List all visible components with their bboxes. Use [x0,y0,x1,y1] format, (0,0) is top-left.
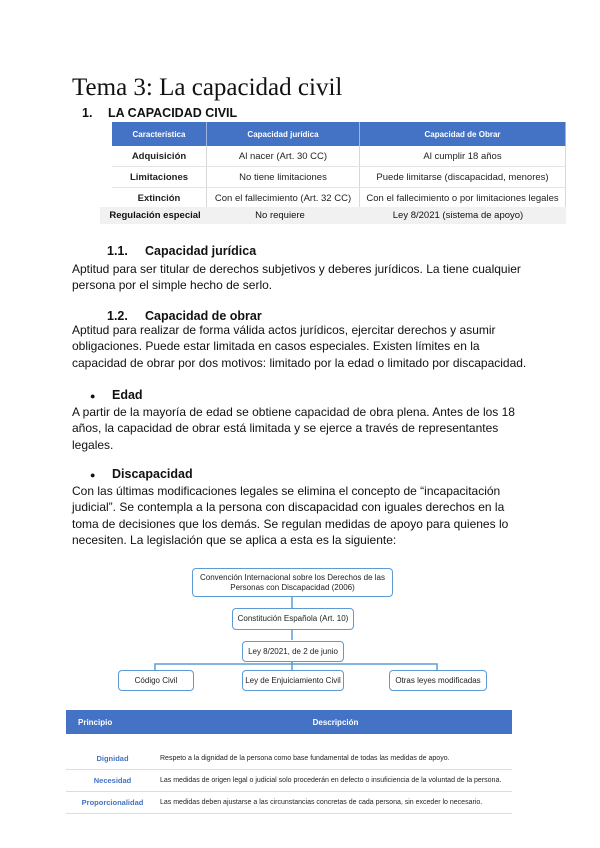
diagram-node-civil-procedure: Ley de Enjuiciamiento Civil [242,670,344,691]
paragraph-edad: A partir de la mayoría de edad se obtiene capacidad de obra plena. Antes de los 18 años, la capacidad de obrar está limitada y se ejerce a través de representantes legales. [72,405,515,452]
bullet-label: Edad [112,388,143,402]
table-header-cell: Descripción [159,710,512,734]
paragraph-capacidad-juridica: Aptitud para ser titular de derechos subjetivos y deberes jurídicos. La tiene cualquier persona por el simple hecho de serlo. [72,262,521,293]
table-cell: Proporcionalidad [66,792,159,814]
bullet-icon: ● [90,470,96,480]
table-cell: Al nacer (Art. 30 CC) [207,146,360,167]
subsection-number: 1.1. [107,244,128,258]
table-header-cell: Capacidad de Obrar [360,122,566,146]
subsection-label: Capacidad jurídica [145,244,257,258]
table-cell: Extinción [112,188,207,209]
table-header-cell: Característica [112,122,207,146]
diagram-node-law: Ley 8/2021, de 2 de junio [242,641,344,662]
bullet-icon: ● [90,391,96,401]
paragraph-capacidad-obrar: Aptitud para realizar de forma válida actos jurídicos, ejercitar derechos y asumir obligaciones. Puede estar limitada en casos especiales. Existen límites en la capacidad de obrar por dos motivos: limitado por la edad o limitado por discapacidad. [72,323,527,370]
table-cell: Dignidad [66,748,159,770]
table-cell: Regulación especial [109,210,201,221]
table-row [66,770,512,792]
table-cell: Ley 8/2021 (sistema de apoyo) [392,210,524,221]
table-cell: Limitaciones [112,167,207,188]
diagram-node-civil-code: Código Civil [118,670,194,691]
page-title: Tema 3: La capacidad civil [72,74,343,101]
table-header-cell: Capacidad jurídica [207,122,360,146]
table-header-row [66,710,512,734]
table-cell: Con el fallecimiento o por limitaciones legales [360,188,566,209]
table-header-cell: Principio [66,710,159,734]
bullet-label: Discapacidad [112,467,193,481]
table-cell: Puede limitarse (discapacidad, menores) [360,167,566,188]
table-cell: Necesidad [66,770,159,792]
table-cell: Las medidas de origen legal o judicial solo procederán en defecto o insuficiencia de la voluntad de la persona. [159,770,512,792]
section-label: LA CAPACIDAD CIVIL [108,106,238,120]
section-number: 1. [82,106,93,120]
paragraph-discapacidad: Con las últimas modificaciones legales se elimina el concepto de “incapacitación judicial”. Se contempla a la persona con discapacidad con iguales derechos en la toma de decisiones que los demás. Se regulan medidas de apoyo para quienes lo necesiten. La legislación que se aplica a esta es la siguiente: [72,484,509,548]
diagram-node-convention: Convención Internacional sobre los Derechos de las Personas con Discapacidad (2006) [192,568,393,597]
table-cell: No tiene limitaciones [207,167,360,188]
table-cell: Respeto a la dignidad de la persona como base fundamental de todas las medidas de apoyo. [159,748,512,770]
table-row [66,748,512,770]
subsection-number: 1.2. [107,309,128,323]
table-cell: Adquisición [112,146,207,167]
table-cell: No requiere [255,210,305,221]
diagram-node-constitution: Constitución Española (Art. 10) [232,608,354,630]
table-cell: Al cumplir 18 años [360,146,566,167]
table-cell: Con el fallecimiento (Art. 32 CC) [207,188,360,209]
principles-table [66,710,512,814]
table-cell: Las medidas deben ajustarse a las circunstancias concretas de cada persona, sin exceder lo necesario. [159,792,512,814]
diagram-node-other-laws: Otras leyes modificadas [389,670,487,691]
subsection-label: Capacidad de obrar [145,309,262,323]
table-row [66,792,512,814]
